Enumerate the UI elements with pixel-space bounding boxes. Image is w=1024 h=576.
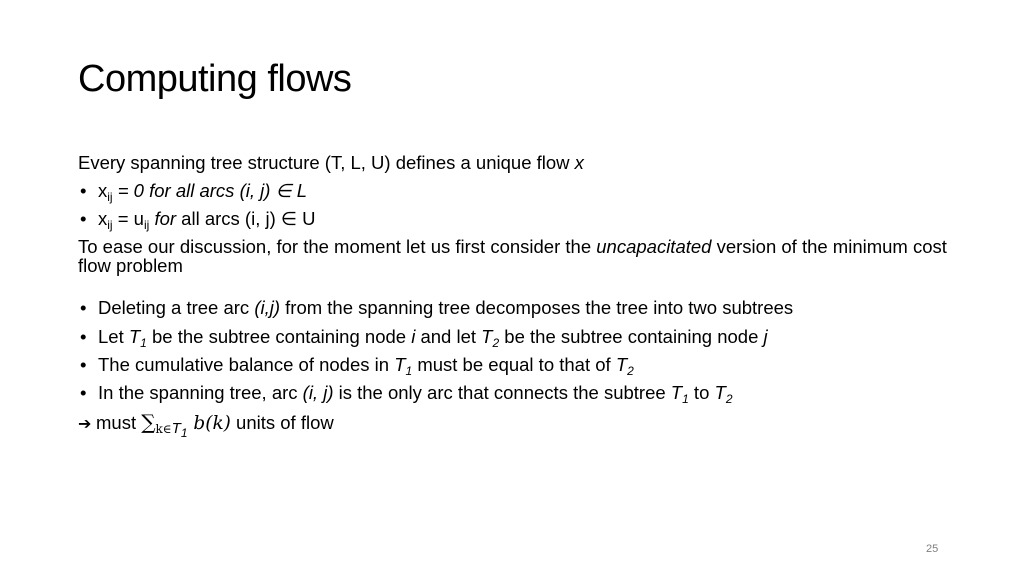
subscript: 1 <box>682 391 689 406</box>
b3-mid: must be equal to that of <box>412 353 616 375</box>
ease-emph: uncapacitated <box>596 235 712 257</box>
b2-i: i <box>411 325 416 347</box>
sum-symbol: ∑ <box>141 410 156 435</box>
rule-l-text: = 0 for all arcs (i, j) ∈ L <box>112 180 308 202</box>
slide-body <box>78 152 958 441</box>
subscript: 1 <box>180 426 188 441</box>
bullet-delete-arc <box>78 297 958 319</box>
intro-var: x <box>574 152 584 173</box>
sum-index: k∈ <box>155 422 172 437</box>
b4-T1: T <box>670 381 683 403</box>
subscript: 2 <box>492 335 500 350</box>
bullet-dot: • <box>80 180 87 202</box>
b4-to: to <box>688 381 715 403</box>
ease-paragraph <box>78 237 958 276</box>
var-x: x <box>98 208 108 230</box>
subscript: 2 <box>627 363 634 378</box>
b3-T1: T <box>394 353 406 375</box>
b3-T2: T <box>615 353 628 375</box>
subscript: ij <box>107 218 113 233</box>
b2-let: Let <box>98 325 129 347</box>
b4-arc: (i, j) <box>302 381 334 403</box>
bullet-dot: • <box>80 381 87 403</box>
b1-before: Deleting a tree arc <box>98 297 255 319</box>
conclusion-after: units of flow <box>230 412 334 434</box>
subscript: 2 <box>725 391 733 406</box>
equals-u: = u <box>112 208 144 230</box>
bullet-dot: • <box>80 297 87 319</box>
b4-mid: is the only arc that connects the subtree <box>333 381 671 403</box>
bullet-subtrees <box>78 326 958 348</box>
subscript: ij <box>107 190 113 205</box>
b2-mid2: and let <box>415 325 482 347</box>
var-x: x <box>98 180 108 202</box>
subscript: ij <box>143 218 150 233</box>
ease-before: To ease our discussion, for the moment let us first consider the <box>78 235 597 257</box>
b1-arc: (i,j) <box>254 297 280 319</box>
arrow-icon: ➔ <box>78 414 92 434</box>
b2-T2: T <box>481 325 493 347</box>
conclusion-line <box>78 410 958 441</box>
b1-after: from the spanning tree decomposes the tree into two subtrees <box>280 297 794 319</box>
spacer <box>78 275 958 297</box>
b4-T2: T <box>714 381 726 403</box>
b2-T1: T <box>128 325 141 347</box>
bullet-dot: • <box>80 208 87 230</box>
bullet-dot: • <box>80 325 87 347</box>
bullet-lower-bound <box>78 180 958 205</box>
intro-line <box>78 152 958 174</box>
b4-before: In the spanning tree, arc <box>98 381 303 403</box>
bullet-connecting-arc <box>78 382 958 404</box>
b2-mid3: be the subtree containing node <box>499 325 764 347</box>
slide-title: Computing flows <box>78 58 352 100</box>
bullet-balance <box>78 354 958 376</box>
b3-before: The cumulative balance of nodes in <box>98 353 395 375</box>
page-number: 25 <box>926 543 939 555</box>
must-word: must <box>96 412 142 434</box>
ease-after: version of the minimum cost flow problem <box>78 235 947 276</box>
balance-term: b(k) <box>187 413 231 435</box>
bullet-upper-bound <box>78 208 958 233</box>
intro-text: Every spanning tree structure (T, L, U) defines a unique flow <box>78 152 575 173</box>
bullet-dot: • <box>80 353 87 375</box>
rule-u-text: all arcs (i, j) ∈ U <box>176 208 316 230</box>
subscript: 1 <box>140 335 147 350</box>
for-word: for <box>149 208 177 230</box>
sum-index-T: T <box>171 420 181 438</box>
b2-j: j <box>763 325 768 347</box>
subscript: 1 <box>405 363 413 378</box>
b2-mid1: be the subtree containing node <box>146 325 412 347</box>
